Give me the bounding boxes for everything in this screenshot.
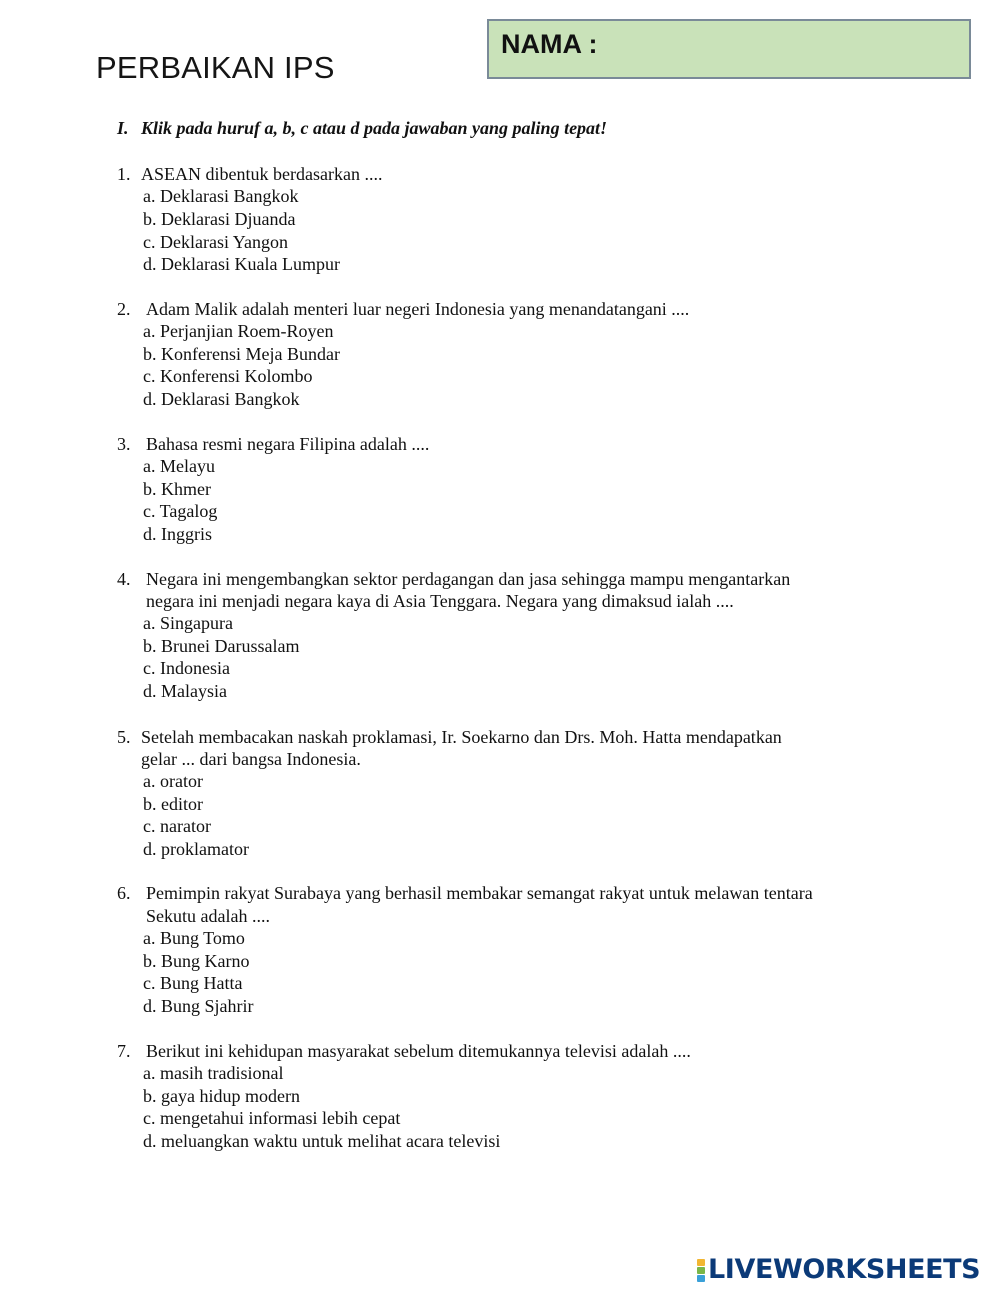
question-text: Negara ini mengembangkan sektor perdagangan dan jasa sehingga mampu mengantarkan: [146, 569, 791, 589]
answer-option[interactable]: b. Konferensi Meja Bundar: [143, 344, 340, 364]
answer-option[interactable]: d. Malaysia: [143, 681, 227, 701]
question-text: Berikut ini kehidupan masyarakat sebelum ditemukannya televisi adalah ....: [146, 1041, 691, 1061]
question-number: 4.: [117, 569, 131, 589]
answer-option[interactable]: a. Singapura: [143, 613, 233, 633]
answer-option[interactable]: c. Indonesia: [143, 658, 230, 678]
instruction-text: Klik pada huruf a, b, c atau d pada jawaban yang paling tepat!: [141, 118, 608, 138]
page-title: PERBAIKAN IPS: [96, 50, 335, 85]
question-text: Setelah membacakan naskah proklamasi, Ir. Soekarno dan Drs. Moh. Hatta mendapatkan: [141, 727, 782, 747]
answer-option[interactable]: d. Bung Sjahrir: [143, 996, 254, 1016]
answer-option[interactable]: b. editor: [143, 794, 203, 814]
question-text: Adam Malik adalah menteri luar negeri Indonesia yang menandatangani ....: [146, 299, 690, 319]
answer-option[interactable]: c. Tagalog: [143, 501, 218, 521]
instruction-number: I.: [117, 118, 129, 138]
question-number: 7.: [117, 1041, 131, 1061]
answer-option[interactable]: d. Inggris: [143, 524, 212, 544]
answer-option[interactable]: a. orator: [143, 771, 203, 791]
question-number: 3.: [117, 434, 131, 454]
answer-option[interactable]: a. Melayu: [143, 456, 215, 476]
answer-option[interactable]: a. masih tradisional: [143, 1063, 284, 1083]
answer-option[interactable]: b. Brunei Darussalam: [143, 636, 300, 656]
name-label: NAMA :: [501, 29, 598, 59]
answer-option[interactable]: c. Bung Hatta: [143, 973, 243, 993]
answer-option[interactable]: b. Bung Karno: [143, 951, 250, 971]
answer-option[interactable]: b. gaya hidup modern: [143, 1086, 300, 1106]
answer-option[interactable]: c. Deklarasi Yangon: [143, 232, 288, 252]
answer-option[interactable]: a. Deklarasi Bangkok: [143, 186, 299, 206]
question-text: ASEAN dibentuk berdasarkan ....: [141, 164, 383, 184]
question-text: negara ini menjadi negara kaya di Asia Tenggara. Negara yang dimaksud ialah ....: [146, 591, 734, 611]
liveworksheets-logo: [697, 1256, 980, 1284]
answer-option[interactable]: d. Deklarasi Bangkok: [143, 389, 300, 409]
question-number: 6.: [117, 883, 131, 903]
brand-name: LIVEWORKSHEETS: [708, 1254, 981, 1285]
answer-option[interactable]: c. mengetahui informasi lebih cepat: [143, 1108, 401, 1128]
question-text: Sekutu adalah ....: [146, 906, 270, 926]
answer-option[interactable]: b. Khmer: [143, 479, 211, 499]
answer-option[interactable]: d. meluangkan waktu untuk melihat acara televisi: [143, 1131, 501, 1151]
question-number: 5.: [117, 727, 131, 747]
answer-option[interactable]: a. Perjanjian Roem-Royen: [143, 321, 334, 341]
answer-option[interactable]: d. proklamator: [143, 839, 249, 859]
answer-option[interactable]: c. Konferensi Kolombo: [143, 366, 313, 386]
logo-icon: [697, 1259, 705, 1282]
question-text: Bahasa resmi negara Filipina adalah ....: [146, 434, 430, 454]
question-number: 2.: [117, 299, 131, 319]
question-number: 1.: [117, 164, 131, 184]
answer-option[interactable]: c. narator: [143, 816, 211, 836]
answer-option[interactable]: a. Bung Tomo: [143, 928, 245, 948]
question-text: Pemimpin rakyat Surabaya yang berhasil membakar semangat rakyat untuk melawan tentara: [146, 883, 813, 903]
answer-option[interactable]: d. Deklarasi Kuala Lumpur: [143, 254, 340, 274]
question-text: gelar ... dari bangsa Indonesia.: [141, 749, 361, 769]
answer-option[interactable]: b. Deklarasi Djuanda: [143, 209, 296, 229]
